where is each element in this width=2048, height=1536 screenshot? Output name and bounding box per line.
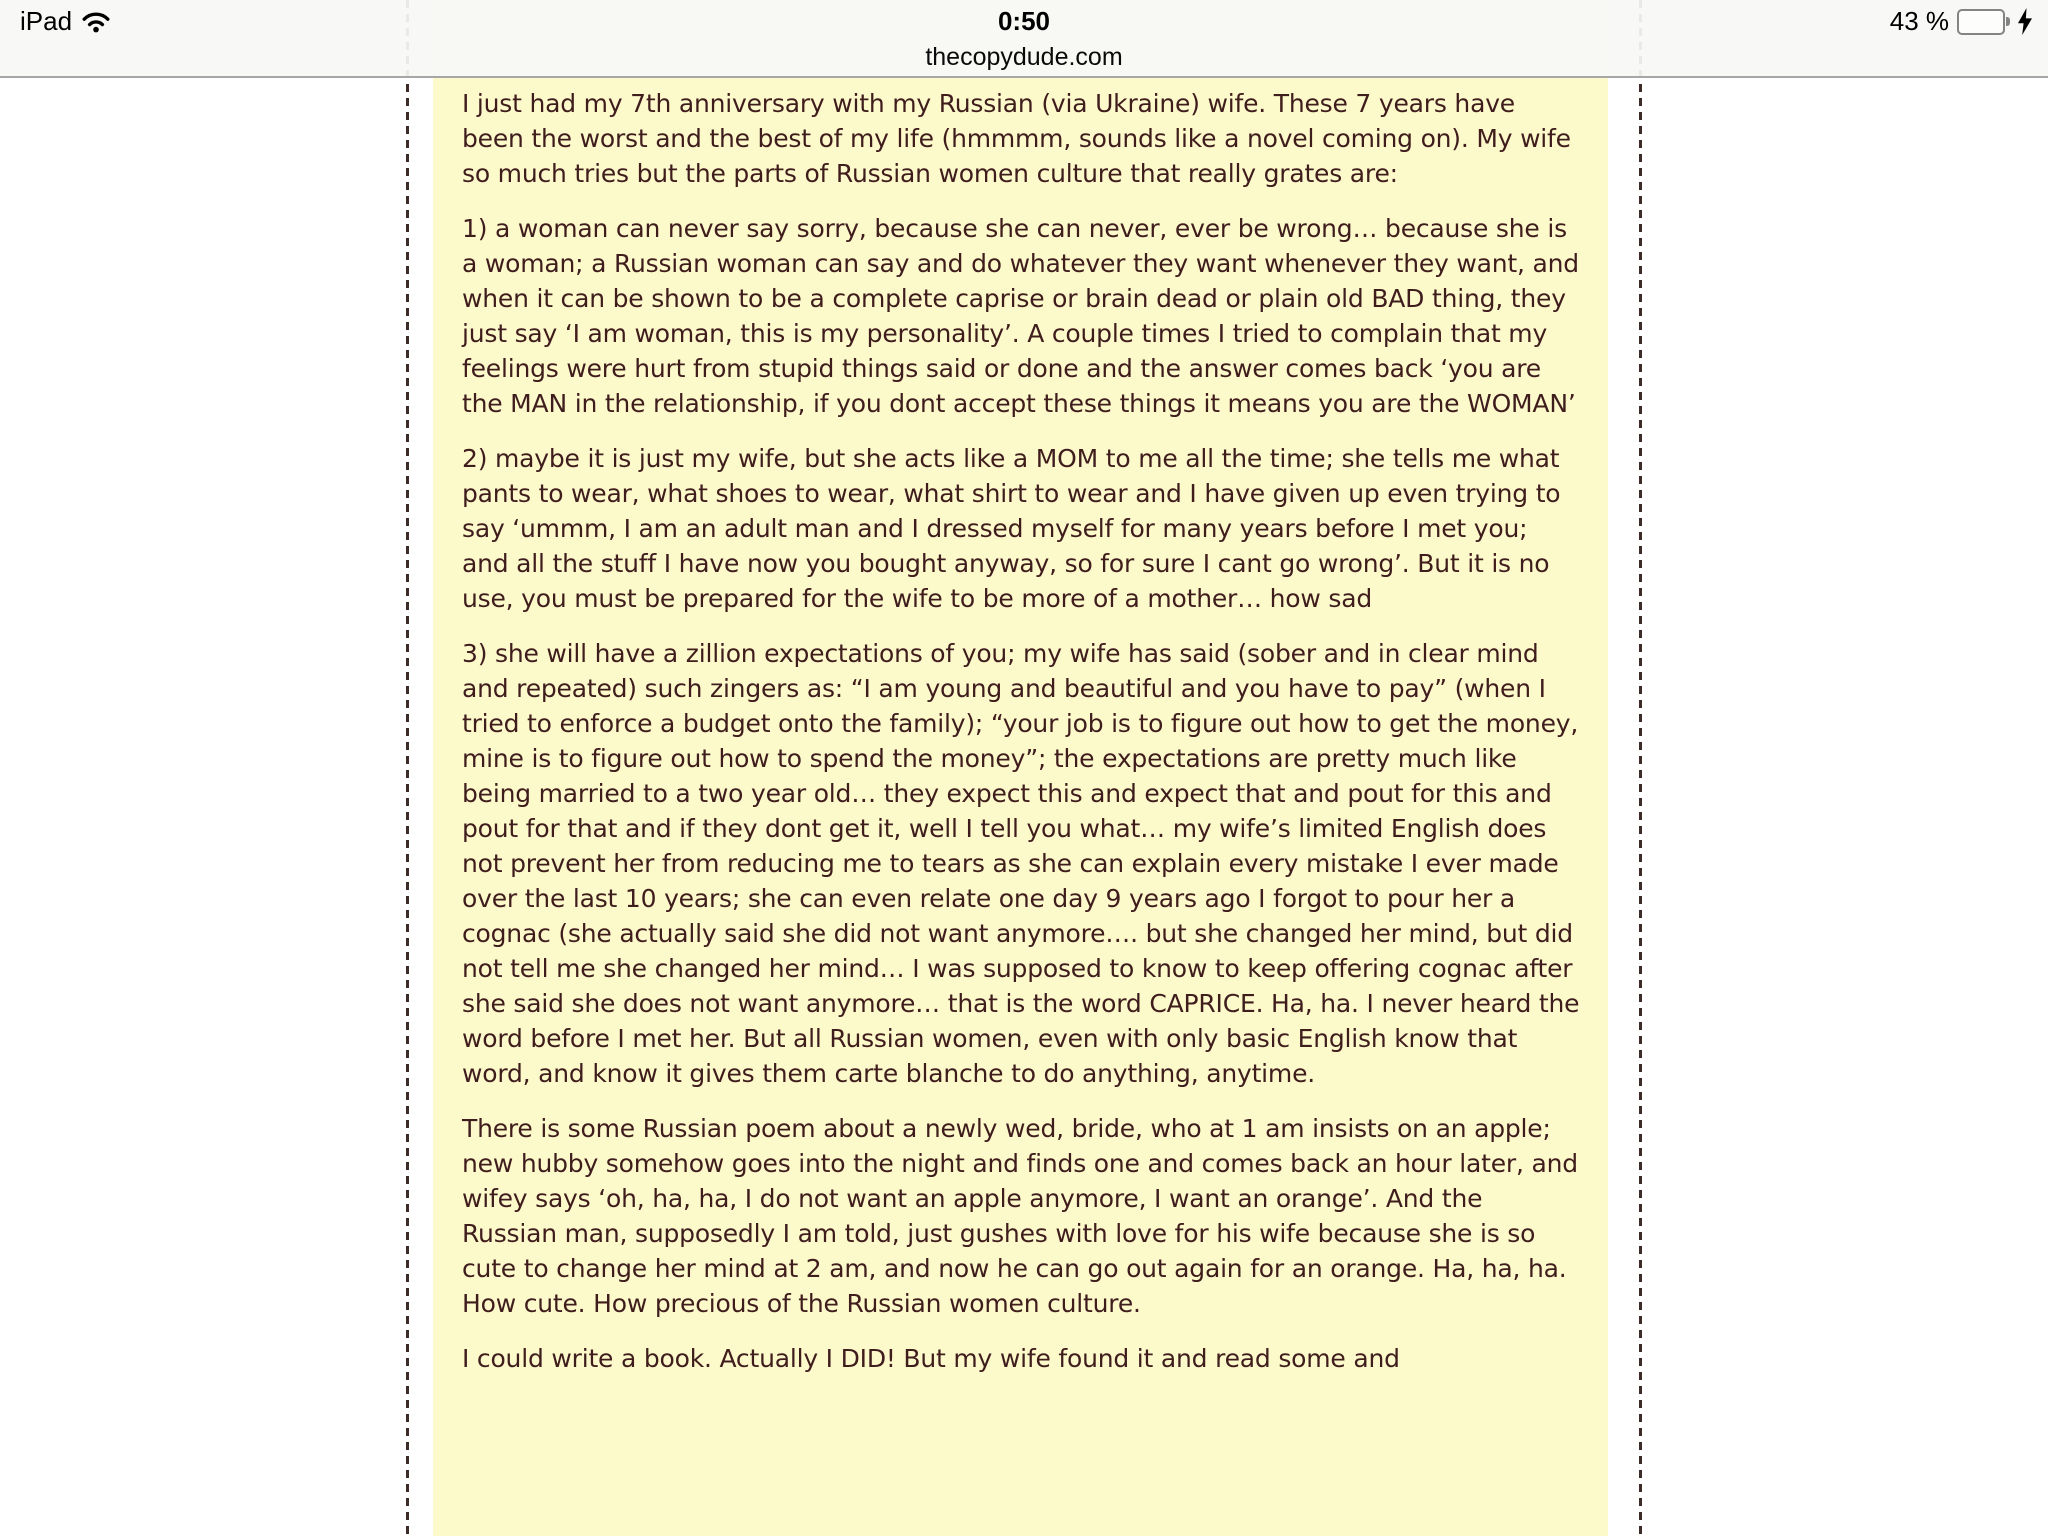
comment-paragraph: 2) maybe it is just my wife, but she acts like a MOM to me all the time; she tells me what pants to wear, what shoes to wear, what shirt to wear and I have given up even trying to say ‘ummm, I am an adult man and I dressed myself for many years before I met you; and all the stuff I have now you bought anyway, so for sure I cant go wrong’. But it is no use, you must be prepared for the wife to be more of a mother… how sad [462, 444, 1561, 613]
browser-top-chrome [0, 0, 2048, 78]
comment-paragraph: I could write a book. Actually I DID! But my wife found it and read some and [462, 1344, 1400, 1373]
url-label[interactable]: thecopydude.com [925, 43, 1123, 71]
comment-paragraph: There is some Russian poem about a newly wed, bride, who at 1 am insists on an apple; new hubby somehow goes into the night and finds one and comes back an hour later, and wifey says ‘oh, ha, ha, I do not want an apple anymore, I want an orange’. And the Russian man, supposedly I am told, just gushes with love for his wife because she is so cute to change her mind at 2 am, and now he can go out again for an orange. Ha, ha, ha. How cute. How precious of the Russian women culture. [462, 1114, 1578, 1318]
battery-cluster [1890, 6, 2032, 37]
comment-paragraph: I just had my 7th anniversary with my Russian (via Ukraine) wife. These 7 years have been the worst and the best of my life (hmmmm, sounds like a novel coming on). My wife so much tries but the parts of Russian women culture that really grates are: [462, 89, 1571, 188]
status-bar [0, 0, 2048, 40]
comment-block [433, 0, 1608, 1536]
address-bar[interactable] [0, 40, 2048, 76]
battery-percent-label: 43 % [1889, 6, 1949, 36]
clock-time: 0:50 [997, 6, 1051, 36]
battery-icon [1957, 9, 2010, 35]
device-label: iPad [20, 6, 73, 36]
right-dashed-border [1639, 0, 1642, 1536]
charging-bolt-icon [2018, 8, 2032, 35]
left-dashed-border [406, 0, 409, 1536]
comment-paragraph: 1) a woman can never say sorry, because she can never, ever be wrong… because she is a woman; a Russian woman can say and do whatever they want whenever they want, and when it can be shown to be a complete caprise or brain dead or plain old BAD thing, they just say ‘I am woman, this is my personality’. A couple times I tried to complain that my feelings were hurt from stupid things said or done and the answer comes back ‘you are the MAN in the relationship, if you dont accept these things it means you are the WOMAN’ [462, 214, 1579, 418]
comment-paragraph: 3) she will have a zillion expectations of you; my wife has said (sober and in clear mind and repeated) such zingers as: “I am young and beautiful and you have to pay” (when I tried to enforce a budget onto the family); “your job is to figure out how to get the money, mine is to figure out how to spend the money”; the expectations are pretty much like being married to a two year old… they expect this and expect that and pout for this and pout for that and if they dont get it, well I tell you what… my wife’s limited English does not prevent her from reducing me to tears as she can explain every mistake I ever made over the last 10 years; she can even relate one day 9 years ago I forgot to pour her a cognac (she actually said she did not want anymore…. but she changed her mind, but did not tell me she changed her mind… I was supposed to know to keep offering cognac after she said she does not want anymore… that is the word CAPRICE. Ha, ha. I never heard the word before I met her. But all Russian women, even with only basic English know that word, and know it gives them carte blanche to do anything, anytime. [462, 639, 1580, 1088]
